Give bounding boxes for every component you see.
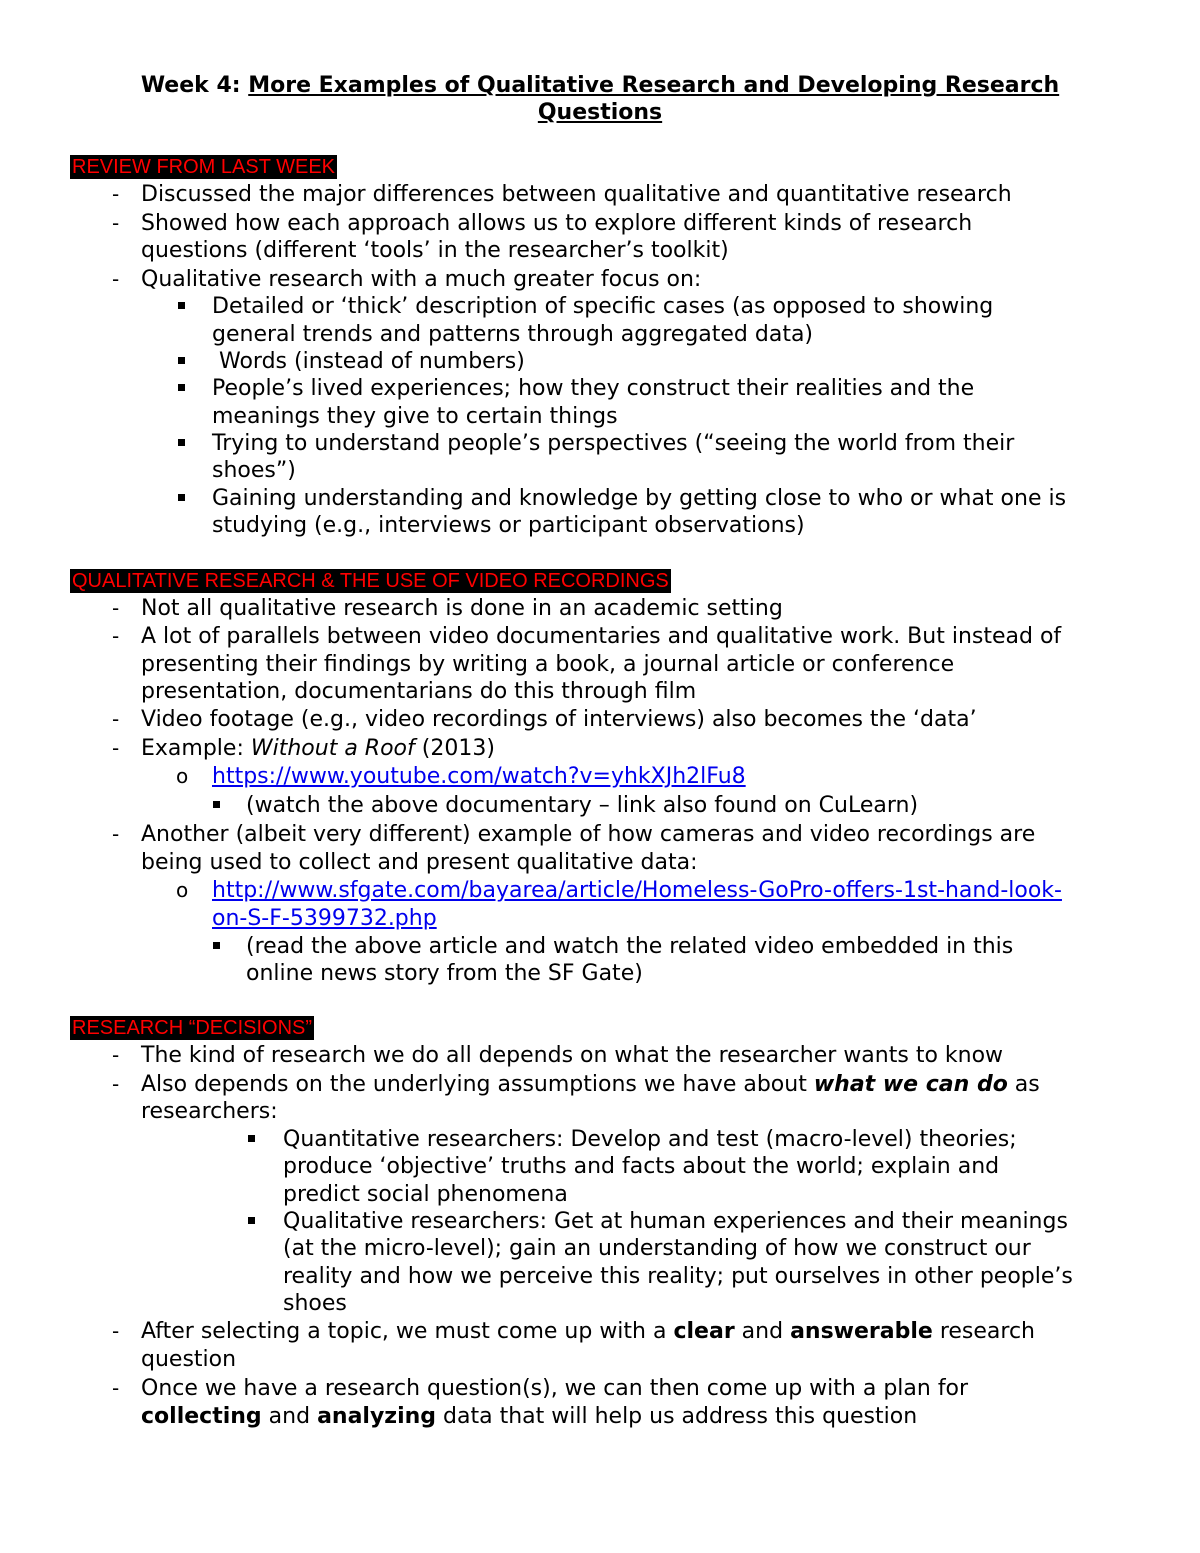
section-heading-review: REVIEW FROM LAST WEEK: [72, 156, 335, 178]
square-bullet-icon: [248, 1135, 255, 1142]
sub-list-item: People’s lived experiences; how they construct their realities and the: [212, 376, 975, 401]
list-item: Qualitative research with a much greater focus on:: [141, 267, 702, 292]
sfgate-link[interactable]: http://www.sfgate.com/bayarea/article/Homeless-GoPro-offers-1st-hand-look-: [212, 878, 1062, 903]
list-item: [141, 1071, 1040, 1098]
sub-sub-list-item-cont: online news story from the SF Gate): [246, 961, 643, 986]
sub-list-item-cont: reality and how we perceive this reality; put ourselves in other people’s: [283, 1264, 1073, 1289]
list-item: A lot of parallels between video documentaries and qualitative work. But instead of: [141, 624, 1062, 649]
circle-bullet: o: [176, 878, 189, 902]
text-run: and: [734, 1319, 791, 1344]
square-bullet-icon: [178, 357, 185, 364]
documentary-year: (2013): [414, 736, 495, 761]
square-bullet-icon: [178, 439, 185, 446]
sub-list-item-cont: studying (e.g., interviews or participant observations): [212, 513, 805, 538]
square-bullet-icon: [178, 494, 185, 501]
text-run: as: [1007, 1072, 1040, 1097]
dash-bullet: -: [112, 1043, 120, 1067]
dash-bullet: -: [112, 822, 120, 846]
sfgate-link-item: [212, 877, 1062, 904]
sub-list-item-cont: predict social phenomena: [283, 1182, 568, 1207]
sfgate-link-cont[interactable]: on-S-F-5399732.php: [212, 906, 437, 931]
emphasis-what-we-can-do: what we can do: [813, 1072, 1008, 1097]
list-item: Discussed the major differences between qualitative and quantitative research: [141, 182, 1012, 207]
dash-bullet: -: [112, 1376, 120, 1400]
youtube-link-item: [212, 763, 746, 790]
sub-list-item: Words (instead of numbers): [212, 349, 525, 374]
list-item: Video footage (e.g., video recordings of interviews) also becomes the ‘data’: [141, 707, 977, 732]
sub-list-item: Qualitative researchers: Get at human experiences and their meanings: [283, 1209, 1068, 1234]
sub-list-item: Trying to understand people’s perspectives (“seeing the world from their: [212, 431, 1015, 456]
list-item: The kind of research we do all depends on what the researcher wants to know: [141, 1043, 1004, 1068]
list-item: Not all qualitative research is done in an academic setting: [141, 596, 783, 621]
dash-bullet: -: [112, 182, 120, 206]
list-item-cont: being used to collect and present qualitative data:: [141, 850, 698, 875]
square-bullet-icon: [178, 384, 185, 391]
title-main: More Examples of Qualitative Research and Developing Research: [248, 73, 1060, 98]
documentary-title: Without a Roof: [250, 736, 415, 761]
sub-list-item: Detailed or ‘thick’ description of specific cases (as opposed to showing: [212, 294, 994, 319]
dash-bullet: -: [112, 211, 120, 235]
example-label: Example:: [141, 736, 251, 761]
sub-list-item-cont: general trends and patterns through aggregated data): [212, 322, 814, 347]
list-item-cont: presenting their findings by writing a book, a journal article or conference: [141, 652, 955, 677]
list-item-cont: questions (different ‘tools’ in the researcher’s toolkit): [141, 238, 729, 263]
dash-bullet: -: [112, 267, 120, 291]
dash-bullet: -: [112, 1319, 120, 1343]
list-item: [141, 735, 495, 762]
emphasis-collecting: collecting: [141, 1404, 262, 1429]
text-run: research: [932, 1319, 1035, 1344]
circle-bullet: o: [176, 764, 189, 788]
square-bullet-icon: [213, 942, 220, 949]
youtube-link[interactable]: https://www.youtube.com/watch?v=yhkXJh2lFu8: [212, 764, 746, 789]
sfgate-link-item-cont: [212, 905, 437, 932]
text-run: After selecting a topic, we must come up with a: [141, 1319, 674, 1344]
dash-bullet: -: [112, 736, 120, 760]
emphasis-analyzing: analyzing: [317, 1404, 437, 1429]
list-item-cont: question: [141, 1347, 237, 1372]
title-main-line2: Questions: [537, 100, 663, 125]
section-heading-video: QUALITATIVE RESEARCH & THE USE OF VIDEO RECORDINGS: [72, 570, 669, 592]
section-heading-decisions: RESEARCH “DECISIONS”: [72, 1017, 313, 1039]
sub-list-item-cont: shoes”): [212, 458, 296, 483]
sub-list-item: Quantitative researchers: Develop and test (macro-level) theories;: [283, 1127, 1017, 1152]
square-bullet-icon: [248, 1217, 255, 1224]
square-bullet-icon: [178, 302, 185, 309]
emphasis-answerable: answerable: [790, 1319, 933, 1344]
sub-list-item-cont: produce ‘objective’ truths and facts about the world; explain and: [283, 1154, 1000, 1179]
page-title: [100, 72, 1100, 126]
sub-list-item-cont: meanings they give to certain things: [212, 404, 618, 429]
list-item-cont: [141, 1403, 917, 1430]
list-item: Showed how each approach allows us to explore different kinds of research: [141, 211, 973, 236]
text-run: Also depends on the underlying assumptions we have about: [141, 1072, 814, 1097]
dash-bullet: -: [112, 624, 120, 648]
text-run: data that will help us address this question: [436, 1404, 918, 1429]
list-item: Another (albeit very different) example of how cameras and video recordings are: [141, 822, 1036, 847]
dash-bullet: -: [112, 707, 120, 731]
list-item-cont: presentation, documentarians do this through film: [141, 679, 697, 704]
dash-bullet: -: [112, 1072, 120, 1096]
sub-sub-list-item: (read the above article and watch the related video embedded in this: [246, 934, 1014, 959]
sub-list-item-cont: shoes: [283, 1291, 347, 1316]
text-run: and: [261, 1404, 318, 1429]
square-bullet-icon: [213, 801, 220, 808]
list-item: Once we have a research question(s), we can then come up with a plan for: [141, 1376, 969, 1401]
emphasis-clear: clear: [673, 1319, 735, 1344]
sub-sub-list-item: (watch the above documentary – link also found on CuLearn): [246, 793, 919, 818]
sub-list-item-cont: (at the micro-level); gain an understanding of how we construct our: [283, 1236, 1031, 1261]
list-item: [141, 1318, 1035, 1345]
sub-list-item: Gaining understanding and knowledge by getting close to who or what one is: [212, 486, 1067, 511]
title-prefix: Week 4:: [140, 73, 249, 98]
list-item-cont: researchers:: [141, 1099, 278, 1124]
dash-bullet: -: [112, 596, 120, 620]
